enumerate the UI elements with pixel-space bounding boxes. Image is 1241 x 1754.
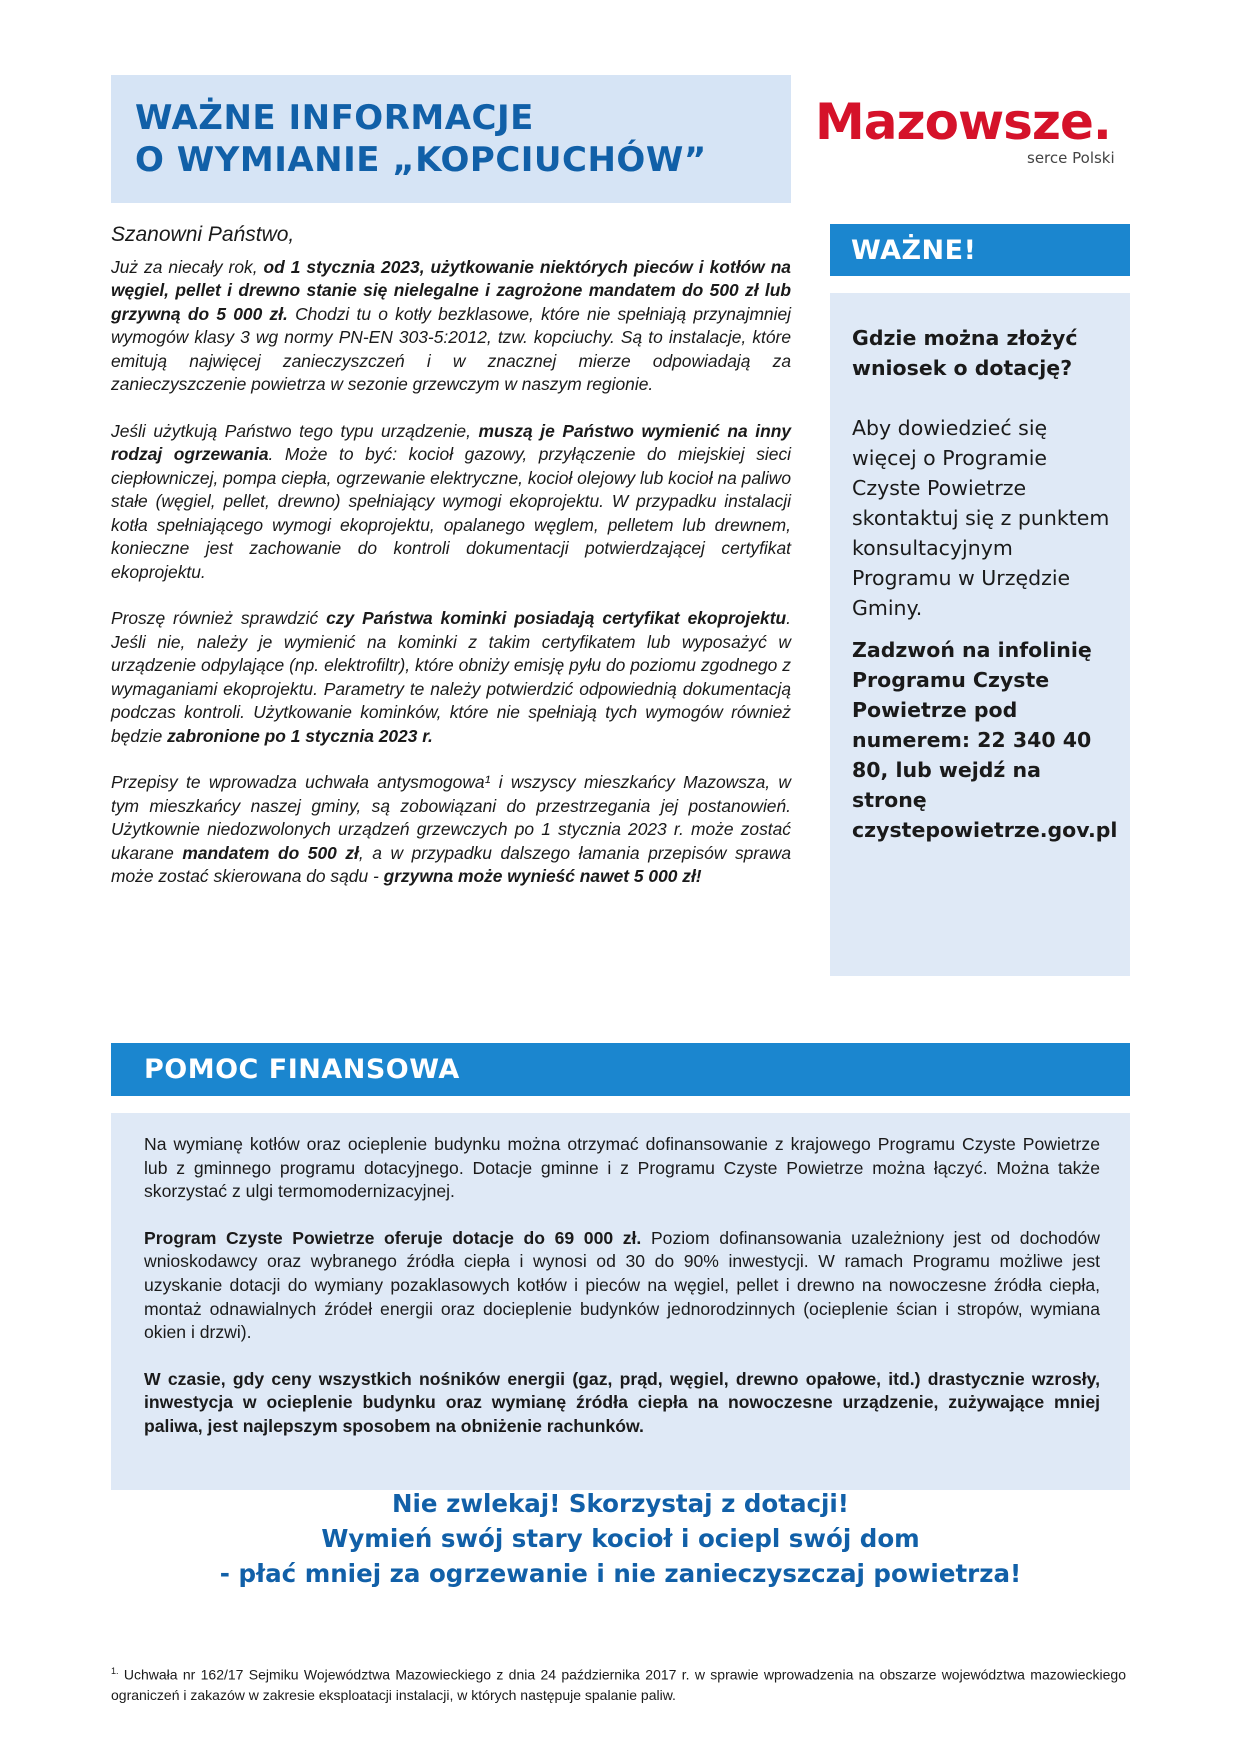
bold-run: czy Państwa kominki posiadają certyfikat ekoprojektu bbox=[326, 608, 787, 628]
bold-run: W czasie, gdy ceny wszystkich nośników energii (gaz, prąd, węgiel, drewno opałowe, itd.) drastycznie wzrosły, inwestycja w ocieplenie budynku oraz wymianę źródła ciepła na nowoczesne urządzenie, zużywające mniej paliwa, jest najlepszym sposobem na obniżenie rachunków. bbox=[144, 1368, 1100, 1436]
intro-paragraph-1 bbox=[111, 256, 791, 397]
footnote-marker: 1. bbox=[111, 1666, 119, 1676]
page-title-line1: WAŻNE INFORMACJE bbox=[135, 98, 534, 138]
important-contact: Zadzwoń na infolinię Programu Czyste Powietrze pod numerem: 22 340 40 80, lub wejdź na stronę czystepowietrze.gov.pl bbox=[852, 638, 1118, 842]
text-run: Poziom dofinansowania uzależniony jest od dochodów wnioskodawcy oraz wybranego źródła ciepła i wynosi od 30 do 90% inwestycji. W ramach Programu możliwe jest uzyskanie dotacji do wymiany pozaklasowych kotłów i pieców na węgiel, pellet i drewno na nowoczesne źródła ciepła, montaż odnawialnych źródeł energii oraz docieplenie budynków jednorodzinnych (ocieplenie ścian i stropów, wymiana okien i drzwi). bbox=[144, 1227, 1101, 1343]
logo-wordmark: Mazowsze. bbox=[815, 93, 1111, 151]
intro-paragraph-2 bbox=[111, 420, 791, 585]
text-run: Jeśli użytkują Państwo tego typu urządzenie, bbox=[111, 420, 479, 441]
bold-run: zabronione po 1 stycznia 2023 r. bbox=[167, 725, 433, 746]
footnote-text: Uchwała nr 162/17 Sejmiku Województwa Mazowieckiego z dnia 24 października 2017 r. w sprawie wprowadzenia na obszarze województwa mazowieckiego ograniczeń i zakazów w zakresie eksploatacji instalacji, w których następuje spalanie paliw. bbox=[111, 1666, 1126, 1703]
mazowsze-logo bbox=[815, 92, 1145, 172]
aid-paragraph-2 bbox=[144, 1227, 1100, 1345]
important-panel bbox=[830, 293, 1130, 976]
aid-paragraph-1 bbox=[144, 1133, 1100, 1204]
text-run: Już za niecały rok, bbox=[111, 256, 264, 277]
intro-section bbox=[111, 223, 791, 912]
bold-run: Program Czyste Powietrze oferuje dotacje do 69 000 zł. bbox=[144, 1227, 642, 1248]
financial-aid-panel bbox=[111, 1113, 1130, 1490]
text-run: Przepisy te wprowadza uchwała antysmogowa¹ i wszyscy mieszkańcy Mazowsza, w tym mieszkańcy naszej gminy, są zobowiązani do przestrzegania jej postanowień. Użytkownie niedozwolonych urządzeń grzewczych po 1 stycznia 2023 r. może zostać ukarane bbox=[111, 772, 791, 863]
important-heading: WAŻNE! bbox=[830, 224, 1130, 276]
aid-paragraph-3 bbox=[144, 1368, 1100, 1439]
intro-paragraph-4 bbox=[111, 771, 791, 889]
bold-run: grzywna może wynieść nawet 5 000 zł! bbox=[383, 866, 702, 886]
financial-aid-heading: POMOC FINANSOWA bbox=[111, 1043, 1130, 1096]
text-run: . Jeśli nie, należy je wymienić na kominki z takim certyfikatem lub wyposażyć w urządzenie odpylające (np. elektrofiltr), które obniży emisję pyłu do poziomu zgodnego z wymaganiami ekoprojektu. Parametry te należy potwierdzić odpowiednią dokumentacją podczas kontroli. Użytkowanie kominków, które nie spełniają tych wymogów również będzie bbox=[111, 608, 791, 746]
text-run: Na wymianę kotłów oraz ocieplenie budynku można otrzymać dofinansowanie z krajowego Programu Czyste Powietrze lub z gminnego programu dotacyjnego. Dotacje gminne i z Programu Czyste Powietrze można łączyć. Można także skorzystać z ulgi termomodernizacyjnej. bbox=[144, 1134, 1100, 1202]
footnote bbox=[111, 1661, 1126, 1705]
text-run: . Może to być: kocioł gazowy, przyłączenie do miejskiej sieci ciepłowniczej, pompa ciepła, ogrzewanie elektryczne, kocioł olejowy lub kocioł na paliwo stałe (węgiel, pellet, drewno) spełniający wymogi ekoprojektu. W przypadku instalacji kotła spełniającego wymogi ekoprojektu, opalanego węglem, pelletem lub drewnem, konieczne jest zachowanie do kontroli dokumentacji potwierdzającej certyfikat ekoprojektu. bbox=[111, 444, 791, 582]
cta-line-3: - płać mniej za ogrzewanie i nie zanieczyszczaj powietrza! bbox=[219, 1559, 1022, 1588]
text-run: Chodzi tu o kotły bezklasowe, które nie spełniają przynajmniej wymogów klasy 3 wg normy PN-EN 303-5:2012, tzw. kopciuchy. Są to instalacje, które emitują najwięcej zanieczyszczeń i w znacznej mierze odpowiadają za zanieczyszczenie powietrza w sezonie grzewczym w naszym regionie. bbox=[111, 303, 792, 394]
important-question: Gdzie można złożyć wniosek o dotację? bbox=[852, 326, 1078, 380]
greeting: Szanowni Państwo, bbox=[111, 223, 295, 246]
cta-line-1: Nie zwlekaj! Skorzystaj z dotacji! bbox=[392, 1489, 849, 1518]
important-answer: Aby dowiedzieć się więcej o Programie Czyste Powietrze skontaktuj się z punktem konsultacyjnym Programu w Urzędzie Gminy. bbox=[852, 416, 1110, 620]
intro-paragraph-3 bbox=[111, 607, 791, 748]
page-title-line2: O WYMIANIE „KOPCIUCHÓW” bbox=[135, 140, 707, 180]
call-to-action bbox=[111, 1486, 1130, 1591]
text-run: Proszę również sprawdzić bbox=[111, 608, 327, 628]
title-panel bbox=[111, 75, 791, 203]
cta-line-2: Wymień swój stary kocioł i ociepl swój dom bbox=[321, 1524, 920, 1553]
bold-run: muszą je Państwo wymienić na inny rodzaj ogrzewania bbox=[111, 420, 791, 464]
text-run: , a w przypadku dalszego łamania przepisów sprawa może zostać skierowana do sądu - bbox=[111, 842, 791, 886]
bold-run: od 1 stycznia 2023, użytkowanie niektórych pieców i kotłów na węgiel, pellet i drewno stanie się nielegalne i zagrożone mandatem do 500 zł lub grzywną do 5 000 zł. bbox=[111, 256, 791, 324]
bold-run: mandatem do 500 zł bbox=[182, 842, 359, 863]
logo-tagline: serce Polski bbox=[1027, 149, 1115, 167]
